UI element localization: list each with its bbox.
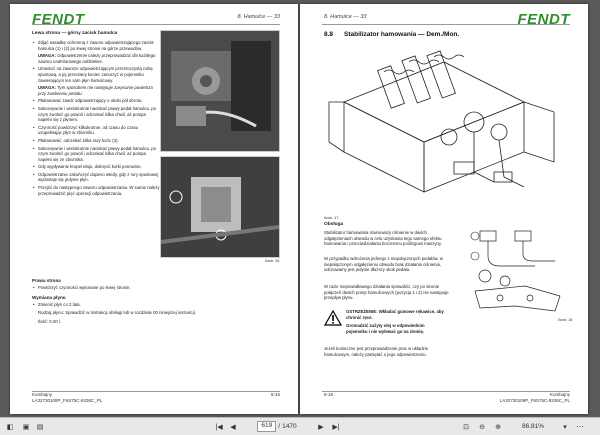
bullet-item: • Sukcesywnie i wielokrotnie naciskać prawy pedał hamulca, po czym zwolnić go powoli i odczekać kilka chwil, aż pompa napełni się ze zbiornika. — [38, 146, 160, 163]
bullet-item: • Czynność powtórzyć kilkukrotnie, od czasu do czasu uzupełniając płyn w zbiorniku. — [38, 125, 160, 136]
diagram-brake-lines — [465, 226, 570, 316]
zoom-out-page-icon[interactable]: ◧ — [6, 423, 14, 431]
footer-page-number: 8-16 — [324, 392, 334, 397]
warning-title: OSTRZEŻENIE: Wkładać gumowe rękawice, aby chronić ręce. — [346, 309, 444, 320]
page-total: 1470 — [282, 423, 297, 430]
diagram-brake-lines-drawing — [465, 226, 570, 316]
chevron-down-icon[interactable]: ▾ — [563, 423, 567, 431]
footer-code: LA32730108P_F6S75C-9336C_PL — [32, 398, 103, 403]
footer-right — [500, 392, 570, 404]
note-1-text: Odpowietrzenie należy przeprowadzać dla każdego zaworu nadmiarowego oddzielnie. — [38, 53, 156, 64]
note-2-title: UWAGA: — [38, 85, 56, 91]
bullet-item: • Płukanować zawór odpowietrzający o około pół obrotu. — [38, 98, 160, 104]
bullet-item: • Płukanować, odczekać kilka razy końc (3). — [38, 138, 160, 144]
obsluga-title: Obsługa — [324, 222, 344, 227]
footer-page-number: 8-15 — [270, 392, 280, 397]
warning-icon — [324, 310, 342, 326]
section-number: 8.8 — [324, 31, 334, 38]
photo-brake-top-drawing — [161, 31, 279, 151]
photo-brake-bottom — [160, 156, 280, 258]
note-1-title: UWAGA: — [38, 53, 56, 59]
paragraph-1: Stabilizator hamowania równoważy ciśnienie w dwóch odgałęzieniach obwodu w celu uzyskania tego samego efektu hamowania i przeciwdziałania bocznemu poślizgowi maszyny. — [324, 230, 442, 247]
warning-text: Gromadzić zużyty olej w odpowiednim pojemniku i nie wylewać go na ziemię. — [346, 323, 425, 334]
figure-caption: Ilustr. 18 — [558, 318, 573, 322]
wymiana-title: Wymiana płynu — [32, 295, 66, 300]
bullet-item: • Sukcesywnie i wielokrotnie naciskać prawy pedał hamulca, po czym zwolnić go powoli i odczekać kilka chwil, aż pompa napełni się z płynem. — [38, 106, 160, 123]
zoom-in-icon[interactable]: ⊕ — [495, 423, 501, 431]
viewer-toolbar — [0, 417, 600, 435]
last-page-icon[interactable]: ▶| — [332, 423, 340, 431]
section-title: Stabilizator hamowania — Dem./Mon. — [344, 31, 460, 38]
paragraph-4: Jeżeli konieczne jest przeprowadzenie prac w układzie hamulcowym, należy pamiętać o jego odpowietrzeniu. — [324, 346, 429, 357]
zoom-out-icon[interactable]: ⊖ — [479, 423, 485, 431]
bullet-item: • Umieścić na zaworze odpowietrzającym przezroczystą rurkę spustową, a jej przeciwny koniec zanurzyć w pojemniku zawierającym ten sam płyn hamulcowy. — [38, 66, 160, 83]
page-input[interactable]: 619 — [257, 421, 276, 432]
figure-caption: Ilustr. 17 — [324, 216, 339, 220]
next-page-icon[interactable]: ▶ — [318, 423, 324, 431]
section-title: Lewa strona — górny zacisk hamulca — [32, 31, 118, 36]
photo-brake-top — [160, 30, 280, 152]
first-page-icon[interactable]: |◀ — [215, 423, 223, 431]
fendt-logo: FENDT — [517, 11, 570, 28]
wymiana-bullet: • Zmienić płyn co 2 lata. — [38, 302, 278, 308]
paragraph-3: W razie nieprawidłowego działania sprawdzić, czy po stronie połączeń dwóch pomp hamulcowych (pozycja 1 i 2) nie następuje przepływ płynu. — [324, 284, 449, 301]
diagram-brake-stabilizer — [324, 42, 570, 214]
right-page — [300, 4, 588, 414]
bullet-item: • Odpowietrzanie zakończyć dopiero wtedy, gdy z rury spustowej wydostaje się jedynie płyn. — [38, 172, 160, 183]
footer-product: Kombajny — [32, 392, 53, 397]
prev-page-icon[interactable]: ◀ — [230, 423, 236, 431]
diagram-drawing — [324, 42, 570, 214]
page-header: 8. Hamulce — 33 — [237, 14, 280, 20]
sidebar-icon[interactable]: ▤ — [36, 423, 44, 431]
footer-left — [32, 392, 102, 404]
header-divider — [32, 24, 280, 25]
image-caption: Ilustr. 16 — [265, 259, 280, 263]
page-separator: / — [278, 423, 281, 430]
prawa-bullet: • Powtórzyć czynności wykonane po lewej stronie. — [38, 285, 278, 291]
note-2-text: Tym sposobem nie następuje zasysanie powietrza przy zwolnieniu pedału. — [38, 85, 153, 96]
paragraph-2: W przypadku wdrożenia jednego z niepołączonych pedałów, w niepołączonym odgałęzieniu obwodu brak działania ciśnienia, odczuwamy jest jedynie dłuższy skok pedału. — [324, 256, 443, 273]
ilosc-text: Ilość: 0,30 l. — [38, 319, 61, 324]
fendt-logo: FENDT — [32, 11, 85, 28]
bullet-item: • Przejść do następnego zaworu odpowietrzania. W sumie należy przeprowadzić pięć operacji odpowietrzania. — [38, 185, 160, 196]
photo-brake-bottom-drawing — [161, 157, 279, 257]
page-indicator — [242, 421, 312, 432]
note-2 — [38, 85, 160, 96]
footer-product: Kombajny — [549, 392, 570, 397]
prawa-strona-title: Prawa strona — [32, 278, 61, 283]
footer-code: LA32730108P_F6S75C-9336C_PL — [499, 398, 570, 403]
fit-page-icon[interactable]: ⊡ — [463, 423, 469, 431]
warning-icon-drawing — [324, 310, 342, 326]
bookmark-icon[interactable]: ▣ — [22, 423, 30, 431]
bullet-item: • Gdy wypływanie kropel ełaju, dokręcić korki ponownie. — [38, 164, 160, 170]
header-divider — [322, 24, 570, 25]
left-page — [10, 4, 298, 414]
more-options-icon[interactable]: ⋯ — [576, 423, 584, 431]
bullet-list — [38, 40, 160, 196]
wymiana-text: Rodzaj płynu: Sprawdzić w Instrukcji obsługi lub w rozdziale 00 niniejszej instrukcji. — [38, 310, 196, 315]
bullet-item: • Zdjąć nasadkę ochronną z zaworu odpowietrzającego zacisk hamulca (1) i (2) po lewej stronie na górze przewodów. — [38, 40, 160, 51]
note-1 — [38, 53, 160, 64]
zoom-level[interactable]: 86.81% — [521, 423, 545, 430]
page-header: 8. Hamulce — 33 — [324, 14, 367, 20]
